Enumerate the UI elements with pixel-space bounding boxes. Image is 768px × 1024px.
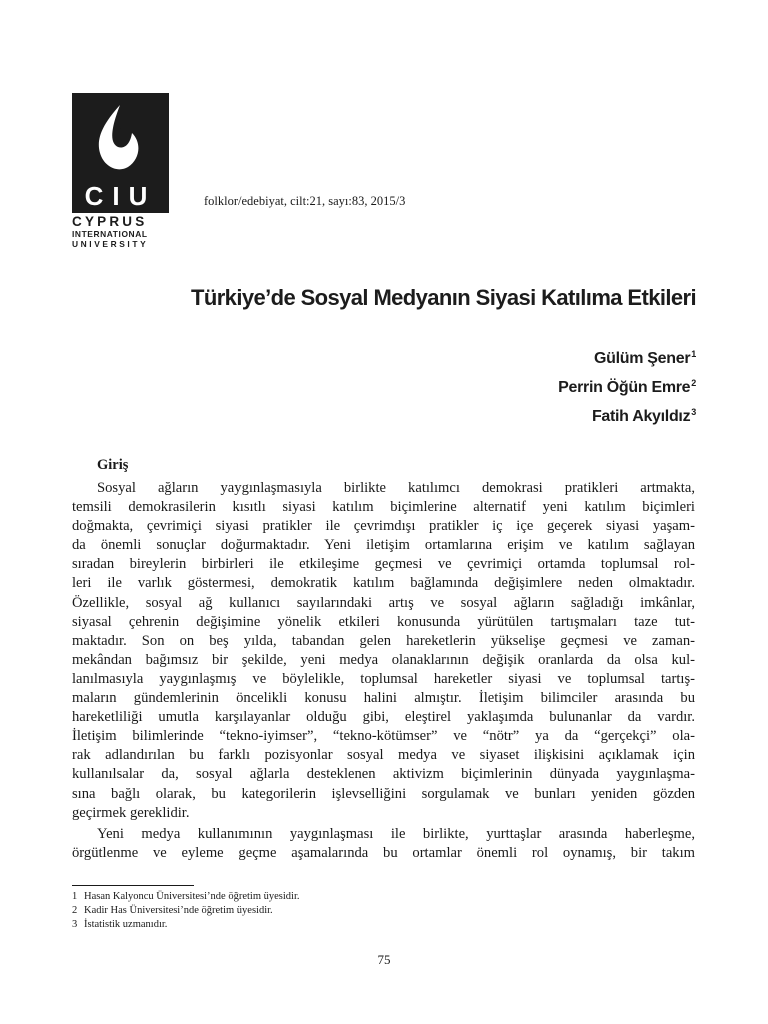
flame-icon (72, 93, 169, 213)
logo-emblem (72, 93, 169, 213)
footnote-text: Hasan Kalyoncu Üniversitesi’nde öğretim üyesidir. (84, 891, 300, 902)
text-line: geçirmek gereklidir. (72, 804, 190, 821)
text-line: hareketliliği umutla karşılayanlar olduğu gibi, eleştirel yaklaşımda bulunanlar da vardır. (72, 709, 695, 726)
text-line: maların gündemlerinin öncelikli konusu halini almıştır. İletişim bilimciler arasında bu (72, 690, 695, 707)
text-line: Sosyal ağların yaygınlaşmasıyla birlikte katılımcı demokrasi pratikleri artmakta, (97, 480, 695, 496)
footnote-divider (72, 885, 194, 886)
text-line: sıradan bireylerin birbirleri ile etkileşime geçmesi ve çevrimiçi ortamda toplumsal rol- (72, 556, 695, 573)
footnote-text: Kadir Has Üniversitesi’nde öğretim üyesidir. (84, 905, 273, 917)
footnote-number: 1 (72, 891, 78, 902)
article-title: Türkiye’de Sosyal Medyanın Siyasi Katılıma Etkileri (191, 285, 696, 310)
text-line: sına bağlı olarak, bu kategorilerin işlevselliğini sorgulamak ve bunları yeniden gözden (72, 785, 695, 802)
journal-reference: folklor/edebiyat, cilt:21, sayı:83, 2015/3 (204, 194, 406, 208)
text-line: Özellikle, sosyal ağ kullanıcı sayılarındaki artış ve sosyal ağların sağladığı imkânlar, (72, 594, 695, 611)
logo-line-cyprus: CYPRUS (72, 214, 148, 229)
footnote-mark: 3 (691, 407, 696, 417)
footnote-text: İstatistik uzmanıdır. (84, 919, 168, 931)
paragraph (72, 479, 695, 823)
logo-line-university: UNIVERSITY (72, 239, 149, 249)
section-heading: Giriş (97, 457, 129, 473)
paragraph (72, 825, 695, 863)
text-line: rak adlandırılan bu farklı pozisyonlar sosyal medya ve siyaset ilişkisini açıklamak için (72, 747, 695, 764)
page-number: 75 (377, 952, 391, 967)
text-line: doğmakta, çevrimiçi siyasi pratikler ile çevrimdışı pratikler iç içe geçerek siyasi yaşam- (72, 518, 695, 535)
footnote (72, 890, 300, 904)
footnote-number: 2 (72, 905, 78, 917)
author-list (558, 342, 696, 429)
text-line: maktadır. Son on beş yılda, tabandan gelen hareketlerin yükselişe geçmesi ve zaman- (72, 632, 695, 649)
logo-mark-text: CIU (84, 181, 157, 211)
author-name: Perrin Öğün Emre (558, 379, 691, 396)
text-line: leri ile varlık göstermesi, demokratik katılım bağlamında değişimlere neden olmaktadır. (72, 575, 695, 592)
author (558, 342, 696, 371)
text-line: temsili demokrasilerin kısıtlı siyasi katılım biçimlerine alternatif yeni katılım biçimleri (72, 499, 695, 516)
footnote-mark: 1 (691, 349, 696, 359)
logo-line-international: INTERNATIONAL (72, 229, 148, 239)
text-line: mekândan bağımsız bir şekilde, yeni medya olanaklarının değişik oranlarda da olsa kul- (72, 651, 695, 668)
text-line: da önemli sonuçlar doğurmaktadır. Yeni iletişim ortamlarına erişim ve katılım sağlayan (72, 537, 695, 554)
text-line: kullanılsalar da, sosyal ağlarla desteklenen aktivizm biçimlerinin dünyada yaygınlaşma- (72, 766, 695, 783)
footnote (72, 904, 300, 918)
text-line: siyasal çehrenin değişimine yönelik etkileri konusunda yürütülen tartışmaları taze tut- (72, 613, 695, 630)
author-name: Fatih Akyıldız (591, 408, 691, 425)
author (558, 400, 696, 429)
university-logo (72, 93, 169, 249)
footnote-number: 3 (72, 919, 78, 931)
text-line: örgütlenme ve eyleme geçme aşamalarında bu ortamlar önemli rol oynamış, bir takım (72, 845, 695, 862)
text-line: lanılmasıyla yaygınlaşmış ve böylelikle, toplumsal hareketler siyasi ve toplumsal tartış- (72, 670, 695, 687)
text-line: İletişim bilimlerinde “tekno-iyimser”, “tekno-kötümser” ve “nötr” ya da “gerçekçi” ola- (72, 728, 695, 745)
footnotes (72, 890, 300, 933)
footnote-mark: 2 (691, 378, 696, 388)
author (558, 371, 696, 400)
footnote (72, 918, 300, 932)
text-line: Yeni medya kullanımının yaygınlaşması ile birlikte, yurttaşlar arasında haberleşme, (97, 826, 695, 842)
author-name: Gülüm Şener (594, 350, 691, 367)
